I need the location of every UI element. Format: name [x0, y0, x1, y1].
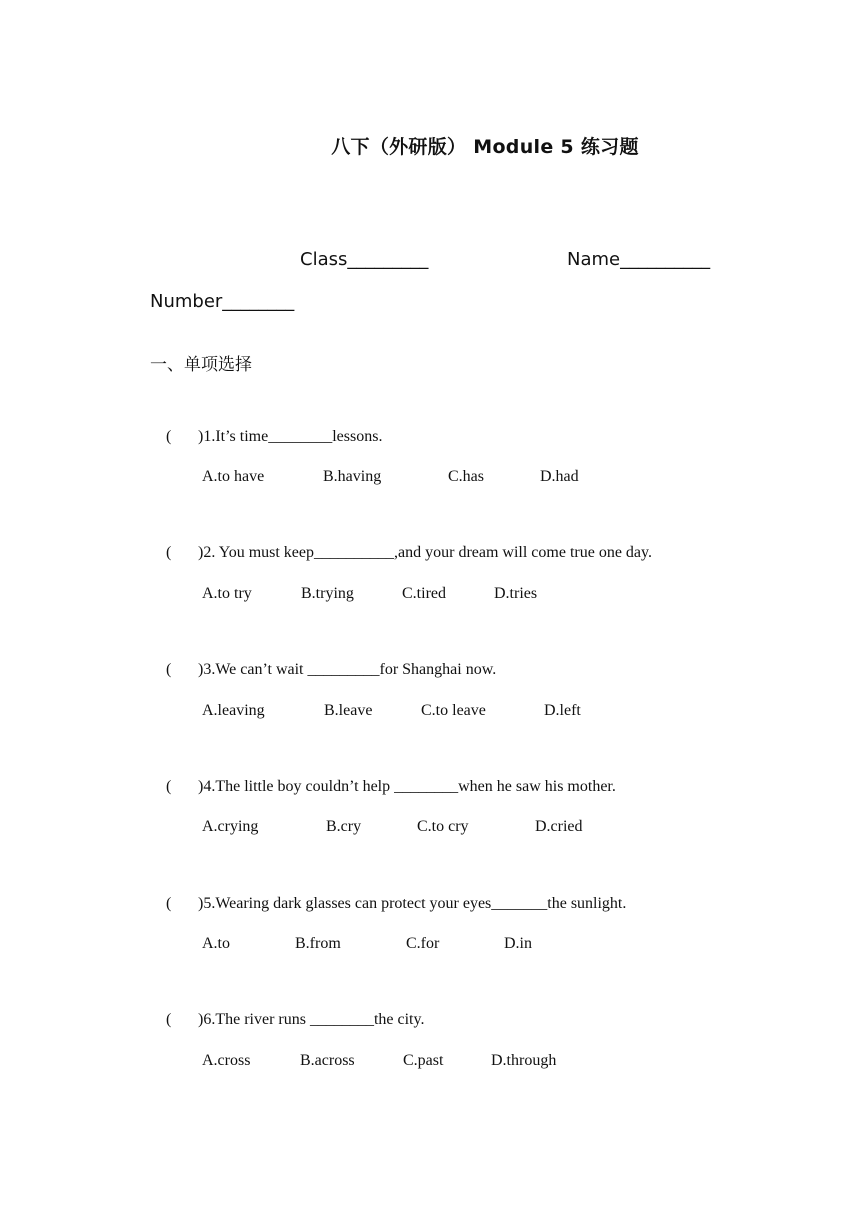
- question-stem: )4.The little boy couldn’t help ________when he saw his mother.: [198, 778, 616, 795]
- option-d: D.through: [491, 1052, 557, 1069]
- page-title: 八下（外研版） Module 5 练习题: [331, 136, 639, 158]
- option-b: B.trying: [301, 585, 354, 602]
- answer-paren: (: [166, 428, 172, 445]
- question-1-options: [202, 468, 762, 490]
- question-3: [150, 643, 496, 697]
- option-c: C.has: [448, 468, 484, 485]
- question-stem: )5.Wearing dark glasses can protect your eyes_______the sunlight.: [198, 895, 627, 912]
- option-a: A.leaving: [202, 702, 265, 719]
- number-field: Number________: [150, 291, 295, 312]
- option-a: A.to: [202, 935, 230, 952]
- option-d: D.tries: [494, 585, 538, 602]
- option-a: A.to have: [202, 468, 265, 485]
- option-a: A.cross: [202, 1052, 251, 1069]
- option-c: C.to cry: [417, 818, 469, 835]
- question-2-options: [202, 585, 762, 607]
- answer-paren: (: [166, 661, 172, 678]
- question-4: [150, 760, 616, 814]
- option-a: A.crying: [202, 818, 259, 835]
- option-d: D.had: [540, 468, 579, 485]
- answer-paren: (: [166, 1011, 172, 1028]
- answer-paren: (: [166, 778, 172, 795]
- question-2: [150, 526, 652, 580]
- question-6-options: [202, 1052, 762, 1074]
- name-field: Name__________: [567, 249, 711, 270]
- question-4-options: [202, 818, 762, 840]
- question-stem: )3.We can’t wait _________for Shanghai now.: [198, 661, 497, 678]
- question-5-options: [202, 935, 762, 957]
- option-b: B.cry: [326, 818, 362, 835]
- question-6: [150, 993, 424, 1047]
- option-b: B.leave: [324, 702, 373, 719]
- question-stem: )2. You must keep__________,and your dream will come true one day.: [198, 544, 652, 561]
- question-stem: )6.The river runs ________the city.: [198, 1011, 425, 1028]
- option-c: C.tired: [402, 585, 446, 602]
- section-title: 一、单项选择: [150, 355, 252, 375]
- answer-paren: (: [166, 544, 172, 561]
- option-c: C.for: [406, 935, 440, 952]
- question-5: [150, 877, 626, 931]
- option-d: D.left: [544, 702, 581, 719]
- option-a: A.to try: [202, 585, 252, 602]
- answer-paren: (: [166, 895, 172, 912]
- option-c: C.past: [403, 1052, 444, 1069]
- question-1: [150, 410, 382, 464]
- question-stem: )1.It’s time________lessons.: [198, 428, 383, 445]
- option-b: B.from: [295, 935, 341, 952]
- option-c: C.to leave: [421, 702, 486, 719]
- question-3-options: [202, 702, 762, 724]
- option-b: B.across: [300, 1052, 355, 1069]
- option-b: B.having: [323, 468, 382, 485]
- class-field: Class_________: [300, 249, 429, 270]
- option-d: D.cried: [535, 818, 583, 835]
- option-d: D.in: [504, 935, 532, 952]
